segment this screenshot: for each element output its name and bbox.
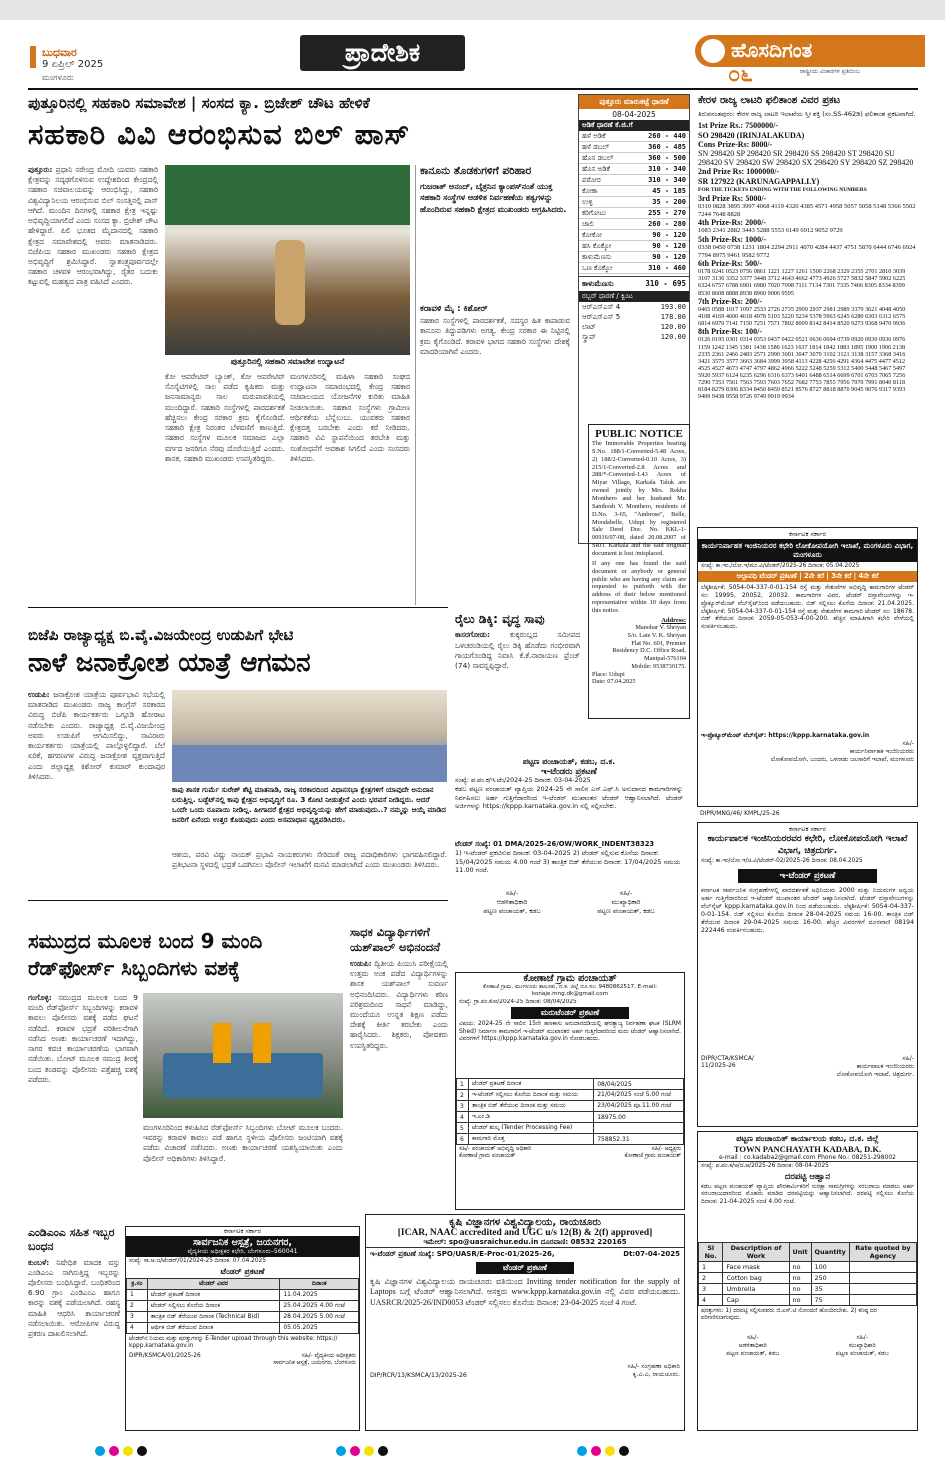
table-cell: 6	[457, 1134, 469, 1145]
table-cell: 11.04.2025	[280, 1289, 359, 1300]
table-cell: 23/04/2025 ಪೂ.11.00 ಗಂಟೆ	[594, 1101, 684, 1112]
table-cell: ಕಾಮಗಾರಿ ಮೊತ್ತ	[469, 1134, 594, 1145]
tender4-header: ಕೋಣಾಜೆ ಗ್ರಾಮ ಪಂಚಾಯತ್	[523, 973, 617, 984]
market-row	[579, 252, 689, 263]
market-row	[579, 175, 689, 186]
color-registration	[95, 1441, 850, 1453]
table-cell: 05.05.2025	[280, 1322, 359, 1333]
notice-body: The Immovable Properties bearing S.No. 188/1-Converted-5.48 Acres, 2) 188/2-Converted-0.10 Acres, 3) 215/1-Converted-2.8 Acres and 288/*-Converted-1.43 Acres of Miyar Village, Karkala Taluk are owned jointly by Mrs. Rekha Monthero and her husband Mr. Santhosh V. Monthero, residents of D.No. 3-65, "Ambrose", Belle, Moodabelle, Udupi by registered Sale Deed Doc. No. KKL-1-00916/07-08, dated 20.08.2007 of SRO. Karkala and the said original document is lost /misplaced.	[592, 440, 686, 558]
rail-story	[455, 612, 580, 752]
table-cell: ತಾಂತ್ರಿಕ ಬಿಡ್ ತೆರೆಯುವ ದಿನಾಂಕ (Technical Bid)	[147, 1311, 280, 1322]
table-cell: ಇ.ಎಂ.ಡಿ	[469, 1112, 594, 1123]
tender7-body: ಕಡಬ ಪಟ್ಟಣ ಪಂಚಾಯತ್ ವ್ಯಾಪ್ತಿಯ ಪೌರಕಾರ್ಮಿಕರಿಗೆ ಸುರಕ್ಷಾ ಸಾಮಗ್ರಿಗಳನ್ನು ಸರಬರಾಜು ಮಾಡಲು ಅರ್ಹ ಸರಬರಾಜುದಾರರಿಂದ ಮೊಹರು ಮಾಡಿದ ದರಪಟ್ಟಿಯನ್ನು ಆಹ್ವಾನಿಸಲಾಗಿದೆ. ದರಪಟ್ಟಿ ಸಲ್ಲಿಸಲು ಕೊನೆಯ ದಿನಾಂಕ: 21-04-2025 ಸಂಜೆ 4.00 ಗಂಟೆ.	[701, 1182, 914, 1206]
story4-body-wrap	[350, 959, 448, 1189]
market-row	[579, 186, 689, 197]
lottery-p4: 4th Prize-Rs: 2000/-	[698, 218, 766, 228]
table-cell: 08/04/2025	[594, 1079, 684, 1090]
tender7-title: ದರಪಟ್ಟಿ ಆಹ್ವಾನ	[784, 1171, 831, 1182]
lottery-p8: 8th Prize-Rs: 100/-	[698, 327, 762, 337]
tender5-address: ವೈದ್ಯಕೀಯ ಅಧೀಕ್ಷಕರ ಕಛೇರಿ, ಬೆಂಗಳೂರು–560041	[187, 1248, 298, 1255]
story2-dateline: ಉಡುಪಿ:	[28, 690, 50, 699]
lottery-p1: 1st Prize Rs.: 7500000/-	[698, 121, 778, 131]
table-header-cell: Sl No.	[699, 1242, 723, 1261]
header-date: 9 ಏಪ್ರಿಲ್ 2025	[42, 59, 104, 70]
table-row	[127, 1289, 359, 1300]
lottery-p8-numbers: 0126 0195 0301 0314 0353 0437 0422 0521 0636 0694 0739 0920 0930 0936 0976 1159 1242 1345 1381 1438 1580 1623 1637 1814 1842 1883 1895 1900 1906 2138 2335 2361 2466 2483 2571 2990 3001 3047 3079 3102 3121 3138 3157 3368 3416 3421 3575 3577 3663 3684 3999 3958 4113 4228 4256 4291 4364 4475 4477 4512 4525 4527 4673 4747 4797 4862 4966 5222 5248 5259 5312 5400 5448 5467 5497 5920 5937 6124 6235 6296 6316 6373 6401 6488 6514 6699 6701 6703 7065 7256 7290 7353 7561 7563 7593 7603 7652 7682 7753 7855 7956 7970 7991 8040 8118 8184 8279 8306 8334 8450 8459 8521 8576 8727 8818 8870 9045 9076 9317 9393 9409 9438 9558 9726 9749 9919 9934	[698, 336, 906, 401]
sidebar1-subhead: ಕರಾವಳಿ ಮೈ : ಕಿಶೋರ್	[420, 304, 488, 315]
table-cell: 1	[127, 1289, 148, 1300]
market-price: 360 - 485	[648, 142, 686, 151]
sidebar1-body: ಸಹಕಾರ ಸಂಸ್ಥೆಗಳಲ್ಲಿ ಪಾರದರ್ಶಕತೆ, ಸದಸ್ಯರ ಹಿತ ಕಾಪಾಡುವ ಕಾನೂನು ತಿದ್ದುಪಡಿಗಳು ಅಗತ್ಯ. ಕೇಂದ್ರ ಸರಕಾರ ಈ ನಿಟ್ಟಿನಲ್ಲಿ ಕ್ರಮ ಕೈಗೊಂಡಿದೆ. ಕರಾವಳಿ ಭಾಗದ ಸಹಕಾರಿ ಸಂಸ್ಥೆಗಳು ದೇಶಕ್ಕೆ ಮಾದರಿಯಾಗಿವೆ ಎಂದರು.	[420, 316, 570, 356]
notice-address: Manohar V. Shriyan S/o. Late V. K. Shriyan Flat No. 601, Premier Residency D.C. Office Road, Manipal-576104 Mobile: 9538730175.	[612, 623, 686, 671]
table-row	[127, 1300, 359, 1311]
tender6-contact: ಇಮೇಲ್: spo@uasraichur.edu.in ದೂರವಾಣಿ: 08532 220165	[423, 1238, 627, 1246]
table-cell: ಟೆಂಡರ್ ಪ್ರಕಟಣೆ ದಿನಾಂಕ	[469, 1079, 594, 1090]
table-header-row	[699, 1242, 917, 1261]
tender5-dept: ಸಾರ್ವಜನಿಕ ಆಸ್ಪತ್ರೆ, ಜಯನಗರ,	[192, 1237, 293, 1248]
tender7-header-en: TOWN PANCHAYATH KADABA, D.K.	[733, 1144, 882, 1154]
table-cell: Umbrella	[723, 1283, 789, 1294]
market-item: ಉಳ್ಳಿ	[582, 197, 593, 206]
market-item: ಕೋಕಾ	[582, 186, 598, 195]
pepper-value: 310 - 695	[645, 279, 686, 288]
market-row	[579, 153, 689, 164]
tender2-title: ಇ-ಟೆಂಡರ್ ಪ್ರಕಟಣೆ	[738, 869, 877, 883]
market-price: 45 - 185	[652, 186, 686, 195]
tender4-ref: ಸಂಖ್ಯೆ: ಗ್ರಾ.ಪಂ.ಕೋ/2024-25 ದಿನಾಂಕ: 08/04/2025	[459, 998, 577, 1005]
market-item: ಕೋಕೋ	[582, 230, 602, 239]
tender3-header: ಪಟ್ಟಣ ಪಂಚಾಯತ್, ಕಡಬ, ದ.ಕ.	[522, 757, 616, 766]
story4	[350, 925, 448, 1225]
rubber-price: 178.00	[660, 312, 686, 321]
tender7-table	[698, 1242, 917, 1306]
table-cell: no	[789, 1294, 811, 1305]
table-cell: 21/04/2025 ಸಂಜೆ 5.00 ಗಂಟೆ	[594, 1090, 684, 1101]
pepper-label: ಕಾಳುಮೆಣಸು	[582, 279, 614, 288]
table-row	[127, 1311, 359, 1322]
story1-col2: ಕೋ ಆಪರೇಟಿವ್ ಬ್ಯಾಂಕ್, ಕೋ ಆಪರೇಟಿವ್ ಸೊಸೈಟಿಗಳಲ್ಲಿ ಸಾಲ ಪಡೆದ ಕೃಷಿಕರು ಮತ್ತು ಜನಸಾಮಾನ್ಯರು ಸಾಲ ಮರುಪಾವತಿಯಲ್ಲಿ ಮುಂದಿದ್ದಾರೆ. ಸಹಕಾರಿ ಸಂಸ್ಥೆಗಳಲ್ಲಿ ಪಾರದರ್ಶಕತೆ ಹೆಚ್ಚಿಸಲು ಕೇಂದ್ರ ಸರಕಾರ ಕ್ರಮ ಕೈಗೊಂಡಿದೆ. ಸಹಕಾರಿ ಕ್ಷೇತ್ರ ನಿರಂತರ ಬೆಳವಣಿಗೆ ಕಾಣುತ್ತಿದೆ. ಸಹಕಾರ ಸಂಸ್ಥೆಗಳ ಮೂಲಕ ಸಮಾಜದ ಎಲ್ಲಾ ವರ್ಗದ ಜನರಿಗೂ ನೆರವು ದೊರೆಯುತ್ತಿದೆ ಎಂದರು. ಶಾಸಕ, ಸಹಕಾರಿ ಮುಖಂಡರು ಉಪಸ್ಥಿತರಿದ್ದರು.	[165, 372, 285, 463]
table-cell: 75	[811, 1294, 849, 1305]
story1-dateline: ಪುತ್ತೂರು:	[28, 165, 53, 174]
tender4-box	[455, 972, 685, 1210]
story3-body: ಸಮುದ್ರದ ಮೂಲಕ ಬಂದ 9 ಮಂದಿ ರೆಡ್‌ಫೋರ್ಸ್ ಸಿಬ್ಬಂದಿಗಳನ್ನು ಕರಾವಳಿ ಕಾವಲು ಪೊಲೀಸರು ವಶಕ್ಕೆ ಪಡೆದ ಘಟನೆ ನಡೆದಿದೆ. ಕರಾವಳಿ ಭದ್ರತೆ ಪರಿಶೀಲನೆಗಾಗಿ ನಡೆಸಿದ ಅಣಕು ಕಾರ್ಯಾಚರಣೆ ಇದಾಗಿದ್ದು, ಸಾಗರ ಕವಚ ಕಾರ್ಯಾಚರಣೆಯ ಭಾಗವಾಗಿ ನಡೆಯಿತು. ಬೋಟ್ ಮೂಲಕ ಸಮುದ್ರ ತೀರಕ್ಕೆ ಬಂದ ತಂಡವನ್ನು ಪೊಲೀಸರು ಪತ್ತೆಹಚ್ಚಿ ವಶಕ್ಕೆ ಪಡೆದರು.	[28, 993, 138, 1084]
tender1-dept: ಕಾರ್ಯನಿರ್ವಾಹಕ ಇಂಜಿನಿಯರರ ಕಛೇರಿ ಲೋಕೋಪಯೋಗಿ ಇಲಾಖೆ, ಮಂಗಳೂರು ವಿಭಾಗ, ಮಂಗಳೂರು	[698, 539, 917, 562]
table-cell: ಆರ್ಥಿಕ ಬಿಡ್ ತೆರೆಯುವ ದಿನಾಂಕ	[147, 1322, 280, 1333]
story2-foot: ಆಶಯ, ಪರವಿ ವಿಷ್ಣು ನಾಯಕ್ ಪ್ರಭಾವಿ ನಾಯಕರುಗಳು ಸೇರಿದಂತೆ ರಾಜ್ಯ ಪದಾಧಿಕಾರಿಗಳು ಭಾಗವಹಿಸಲಿದ್ದಾರೆ. ಪ್ರತಿಭಟನಾ ಸ್ಥಳದಲ್ಲಿ ಭದ್ರತೆ ಒದಗಿಸಲು ಪೊಲೀಸ್ ಇಲಾಖೆಗೆ ಮನವಿ ಮಾಡಲಾಗಿದೆ ಎಂದು ಮುಖಂಡರು ತಿಳಿಸಿದರು.	[172, 850, 447, 870]
table-cell: Face mask	[723, 1261, 789, 1272]
tender5-foot: ಟೆಂಡರ್‌ನ ನಿಯಮ ಮತ್ತು ಷರತ್ತುಗಳನ್ನು E-Tender upload through this website: https:// kppp.karnataka.gov.in	[129, 1335, 338, 1350]
table-row	[457, 1123, 684, 1134]
lottery-p5-numbers: 0338 0450 0738 1231 1804 2294 2911 4070 4284 4437 4751 5870 6444 6746 6924 7794 8975 9461 9582 9772	[698, 244, 916, 259]
market-item: ಚಾಲಿ	[582, 219, 594, 228]
market-price: 310 - 460	[648, 263, 686, 272]
market-subtitle: ಅಡಿಕೆ ಧಾರಣೆ ಕೆ.ಜಿ.ಗೆ	[579, 120, 689, 131]
table-row	[457, 1101, 684, 1112]
market-price: 260 - 280	[648, 219, 686, 228]
tender6-title: ಟೆಂಡರ್ ಪ್ರಕಟಣೆ	[476, 1262, 574, 1274]
lottery-p7: 7th Prize-Rs: 200/-	[698, 296, 762, 306]
market-item: ಹಳೆ ಅಡಿಕೆ	[582, 131, 606, 140]
table-cell: 2	[699, 1272, 723, 1283]
lottery-p5: 5th Prize-Rs: 1000/-	[698, 234, 766, 244]
lottery-p3-numbers: 0310 0828 3895 3997 4068 4119 4320 4385 4571 4958 5057 5058 5148 5366 5502 7244 7648 8828	[698, 203, 916, 218]
rubber-grade: ಸ್ಕ್ರಾಪ್	[582, 332, 596, 341]
tender3-sign2: ಸಹಿ/- ಮುಖ್ಯಾಧಿಕಾರಿ ಪಟ್ಟಣ ಪಂಚಾಯತ್, ಕಡಬ	[597, 889, 655, 916]
story2-body: ಜನಾಕ್ರೋಶ ಯಾತ್ರೆಯ ಪೂರ್ವಭಾವಿ ಸಭೆಯಲ್ಲಿ ಮಾತನಾಡಿದ ಮುಖಂಡರು ರಾಜ್ಯ ಕಾಂಗ್ರೆಸ್ ಸರಕಾರದ ವಿರುದ್ಧ ಬಿಜೆಪಿ ಕಾರ್ಯಕರ್ತರು ಒಗ್ಗೂಡಿ ಹೋರಾಟ ನಡೆಸಬೇಕು ಎಂದರು. ರಾಜ್ಯಾಧ್ಯಕ್ಷ ಬಿ.ವೈ.ವಿಜಯೇಂದ್ರ ಅವರು ಉಡುಪಿಗೆ ಆಗಮಿಸಲಿದ್ದು, ಸಾವಿರಾರು ಕಾರ್ಯಕರ್ತರು ಯಾತ್ರೆಯಲ್ಲಿ ಪಾಲ್ಗೊಳ್ಳಲಿದ್ದಾರೆ. ಬೆಲೆ ಏರಿಕೆ, ಹಗರಣಗಳ ವಿರುದ್ಧ ಜನಾಕ್ರೋಶ ವ್ಯಕ್ತವಾಗುತ್ತಿದೆ ಎಂದು ಜಿಲ್ಲಾಧ್ಯಕ್ಷ ಕಿಶೋರ್ ಕುಮಾರ್ ಕುಂದಾಪುರ ತಿಳಿಸಿದರು.	[28, 690, 165, 781]
market-item: ಹಸಿ ಕೊಕ್ಕೋ	[582, 241, 612, 250]
tender1-title: ಅಲ್ಪಾವಧಿ ಟೆಂಡರ್ ಪ್ರಕಟಣೆ | 2ನೇ ಕರೆ | 3ನೇ ಕರೆ | 4ನೇ ಕರೆ	[698, 571, 917, 582]
tender1-body: ಲೆಕ್ಕಶೀರ್ಷಿಕೆ: 5054-04-337-0-01-154 ರಸ್ತೆ ಮತ್ತು ಸೇತುವೆಗಳ ಅಭಿವೃದ್ಧಿ ಕಾಮಗಾರಿಗಳ ಟೆಂಡರ್ ಸಂ: 19995, 20052, 20032. ಕಾಮಗಾರಿಗಳ ವಿವರ, ಟೆಂಡರ್ ದಸ್ತಾವೇಜುಗಳನ್ನು ಇ-ಪ್ರೊಕ್ಯೂರ್‌ಮೆಂಟ್ ವೆಬ್‌ಸೈಟ್‌ನಿಂದ ಪಡೆಯಬಹುದು. ಬಿಡ್ ಸಲ್ಲಿಸಲು ಕೊನೆಯ ದಿನಾಂಕ: 21.04.2025. ಲೆಕ್ಕಶೀರ್ಷಿಕೆ: 5054-04-337-0-01-154 ರಸ್ತೆ ಮತ್ತು ಸೇತುವೆಗಳ ಕಾಮಗಾರಿ ಟೆಂಡರ್ ಸಂ: 18678. ಬಿಡ್ ತೆರೆಯುವ ದಿನಾಂಕ: 2059-05-053-4-00-200. ಹೆಚ್ಚಿನ ಮಾಹಿತಿಗಾಗಿ ಕಛೇರಿ ವೇಳೆಯಲ್ಲಿ ಸಂಪರ್ಕಿಸಬಹುದು.	[701, 584, 914, 631]
rubber-grade: ಲಾಟ್	[582, 322, 596, 331]
tender5-title: ಟೆಂಡರ್ ಪ್ರಕಟಣೆ	[220, 1266, 265, 1276]
market-row	[579, 263, 689, 274]
rubber-row	[579, 332, 689, 342]
table-cell: 3	[699, 1283, 723, 1294]
story1-col3: ಮಂಗಳೂರಿನಲ್ಲಿ ಮಹಿಳಾ ಸಹಕಾರಿ ಸಂಘದ ಉದ್ಘಾಟನಾ ಸಮಾರಂಭದಲ್ಲಿ ಕೇಂದ್ರ ಸಹಕಾರ ಸಚಿವಾಲಯದ ಯೋಜನೆಗಳ ಕುರಿತು ಮಾಹಿತಿ ನೀಡಲಾಯಿತು. ಸಹಕಾರ ಸಂಸ್ಥೆಗಳು ಗ್ರಾಮೀಣ ಆರ್ಥಿಕತೆಯ ಬೆನ್ನೆಲುಬು. ಯುವಕರು ಸಹಕಾರ ಕ್ಷೇತ್ರದತ್ತ ಬರಬೇಕು ಎಂದು ಕರೆ ನೀಡಿದರು. ಸಹಕಾರಿ ವಿವಿ ಸ್ಥಾಪನೆಯಿಂದ ತರಬೇತಿ ಮತ್ತು ಸಂಶೋಧನೆಗೆ ಅವಕಾಶ ಸಿಗಲಿದೆ ಎಂದು ಸಂಸದರು ತಿಳಿಸಿದರು.	[290, 372, 410, 463]
story2-caption: ಕಾಪು ಶಾಸಕ ಗುರ್ಮೆ ಸುರೇಶ್ ಶೆಟ್ಟಿ ಮಾತನಾಡಿ, ರಾಜ್ಯ ಸರಕಾರದಿಂದ ವಿಧಾನಸಭಾ ಕ್ಷೇತ್ರಗಳಿಗೆ ಯಾವುದೇ ಅನುದಾನ ಬರುತ್ತಿಲ್ಲ. ಬಡ್ಜೆಟ್‌ನಲ್ಲಿ ಕಾಪು ಕ್ಷೇತ್ರದ ಅಭಿವೃದ್ಧಿಗೆ ರೂ. 3 ಕೋಟಿ ನೀಡುತ್ತೇನೆ ಎಂದು ಭರವಸೆ ನೀಡಿದ್ದರು. ಆದರೆ ಒಂದೇ ಒಂದು ರೂಪಾಯಿ ನೀಡಿಲ್ಲ. ಹೀಗಾದರೆ ಕ್ಷೇತ್ರದ ಅಭಿವೃದ್ಧಿಯನ್ನು ಹೇಗೆ ಮಾಡುವುದು..? ನಮ್ಮನ್ನು ಆಯ್ಕೆ ಮಾಡಿದ ಜನರಿಗೆ ಏನೆಂದು ಉತ್ತರ ಕೊಡುವುದು ಎಂದು ಅಸಮಾಧಾನ ವ್ಯಕ್ತಪಡಿಸಿದರು.	[172, 785, 447, 825]
story4-body: ದ್ವಿತೀಯ ಪಿಯುಸಿ ಪರೀಕ್ಷೆಯಲ್ಲಿ ಉತ್ತಮ ಅಂಕ ಪಡೆದ ವಿದ್ಯಾರ್ಥಿಗಳನ್ನು ಶಾಸಕ ಯಶ್‌ಪಾಲ್ ಸುವರ್ಣ ಅಭಿನಂದಿಸಿದರು. ವಿದ್ಯಾರ್ಥಿಗಳು ಕಠಿಣ ಪರಿಶ್ರಮದಿಂದ ಸಾಧನೆ ಮಾಡಿದ್ದು, ಮುಂದೆಯೂ ಉನ್ನತ ಶಿಕ್ಷಣ ಪಡೆದು ದೇಶಕ್ಕೆ ಕೀರ್ತಿ ತರಬೇಕು ಎಂದು ಹಾರೈಸಿದರು. ಶಿಕ್ಷಕರು, ಪೋಷಕರು ಉಪಸ್ಥಿತರಿದ್ದರು.	[350, 958, 448, 1050]
story5-title: ಎಂಡಿಎಂಎ ಸಹಿತ ಇಬ್ಬರ ಬಂಧನ	[28, 1226, 115, 1254]
story4-title: ಸಾಧಕ ವಿದ್ಯಾರ್ಥಿಗಳಿಗೆ ಯಶ್‌ಪಾಲ್ ಅಭಿನಂದನೆ	[350, 925, 441, 954]
notice-address-label: Address:	[661, 616, 686, 624]
page-number: ೦೬	[728, 62, 753, 87]
rubber-row	[579, 302, 689, 312]
story3-body-wrap	[28, 993, 138, 1218]
tender7-sign1: ಸಹಿ/- ಆಡಳಿತಾಧಿಕಾರಿ ಪಟ್ಟಣ ಪಂಚಾಯತ್, ಕಡಬ	[726, 1333, 780, 1357]
tender6-code: DIP/RCR/13/KSMCA/13/2025-26	[370, 1372, 467, 1379]
table-cell: 1	[699, 1261, 723, 1272]
market-item: ಪಠೋರ	[582, 175, 601, 184]
tender4-sign1: ಸಹಿ/- ಅಧ್ಯಕ್ಷರು ಕೋಣಾಜೆ ಗ್ರಾಮ ಪಂಚಾಯತ್	[624, 1146, 681, 1160]
lottery-p3: 3rd Prize Rs: 5000/-	[698, 194, 767, 204]
market-price: 35 - 200	[652, 197, 686, 206]
story5-body-wrap	[28, 1258, 120, 1423]
lottery-p2: 2nd Prize Rs: 1000000/-	[698, 167, 780, 177]
market-row	[579, 241, 689, 252]
tender3-ref: ಸಂಖ್ಯೆ: ಪ.ಪಂ.ಕ/ಇ.ಟೆಂ/2024-25 ದಿನಾಂಕ: 03-04-2025	[455, 777, 591, 784]
notice-body2: If any one has found the said document or anybody or general public who are having any claim are requested to putforth with the address of their below mentioned representative within 10 days from this notice.	[592, 559, 686, 615]
lottery-p6: 6th Prize-Rs: 500/-	[698, 258, 762, 268]
market-price: 90 - 120	[652, 230, 686, 239]
rail-body-wrap	[455, 630, 580, 671]
story1-photo-caption: ಪುತ್ತೂರಿನಲ್ಲಿ ಸಹಕಾರಿ ಸಮಾವೇಶ ಉದ್ಘಾಟನೆ	[230, 357, 345, 366]
table-row	[699, 1294, 917, 1305]
table-header-cell: Quantity	[811, 1242, 849, 1261]
market-row	[579, 131, 689, 142]
notice-title: PUBLIC NOTICE	[595, 428, 683, 440]
brand-logo-icon	[701, 39, 725, 63]
story2-kicker: ಬಿಜೆಪಿ ರಾಜ್ಯಾಧ್ಯಕ್ಷ ಬಿ.ವೈ.ವಿಜಯೇಂದ್ರ ಉಡುಪಿಗೆ ಭೇಟಿ	[28, 626, 294, 644]
tender7-header: ಪಟ್ಟಣ ಪಂಚಾಯತ್ ಕಾರ್ಯಾಲಯ ಕಡಬ, ದ.ಕ. ಜಿಲ್ಲೆ	[736, 1134, 879, 1143]
table-cell: ಟೆಂಡರ್ ಶುಲ್ಕ (Tender Processing Fee)	[469, 1123, 594, 1134]
tender2-header: ಕರ್ನಾಟಕ ಸರ್ಕಾರ	[789, 825, 826, 833]
market-price: 360 - 500	[648, 153, 686, 162]
tender2-ref: ಸಂಖ್ಯೆ: ಕಾ.ಇಂ/ಲೋ.ಇ/ಚಿ.ವಿ/ಟೆಂಡರ್-02/2025-26 ದಿನಾಂಕ: 08.04.2025	[701, 858, 863, 865]
table-row	[457, 1134, 684, 1145]
notice-place: Place: Udupi	[592, 671, 625, 679]
lottery-intro: ತಿರುವನಂತಪುರಂ: ಕೇರಳ ರಾಜ್ಯ ಲಾಟರಿ ಇಲಾಖೆಯ ಸ್ತ್ರೀ ಶಕ್ತಿ (ಸಂ.SS-462ಡಿ) ಫಲಿತಾಂಶ ಪ್ರಕಟವಾಗಿದೆ.	[698, 110, 916, 118]
date-marker	[30, 46, 36, 68]
tender1-code: DIPR/MNG/46/ KMPL/25-26	[700, 810, 780, 817]
brand-tagline: ರಾಷ್ಟ್ರೀಯ ವಿಚಾರಗಳ ಪ್ರತಿಬಿಂಬ	[800, 68, 860, 75]
rubber-price: 120.00	[660, 332, 686, 341]
header-rule	[28, 88, 918, 90]
section-title: ಪ್ರಾದೇಶಿಕ	[300, 35, 465, 71]
tender3-title: ಇ-ಟೆಂಡರು ಪ್ರಕಟಣೆ	[541, 767, 597, 777]
table-cell: 4	[699, 1294, 723, 1305]
table-row	[699, 1283, 917, 1294]
tender7-sign2: ಸಹಿ/- ಮುಖ್ಯಾಧಿಕಾರಿ ಪಟ್ಟಣ ಪಂಚಾಯತ್, ಕಡಬ	[835, 1333, 889, 1357]
table-cell: 3	[127, 1311, 148, 1322]
market-row	[579, 164, 689, 175]
table-header-row	[127, 1278, 359, 1289]
rate-cell	[849, 1294, 916, 1305]
lottery-p7-numbers: 0465 0588 1017 1097 2533 2726 2735 2909 2937 2981 2989 3379 3621 4048 4050 4108 4169 4600 4618 4978 5103 5220 5234 5378 5963 6245 6280 6303 6312 6575 6814 6970 7141 7150 7251 7571 7802 8009 8142 8414 8520 9273 9368 9470 9936	[698, 305, 906, 328]
rubber-row	[579, 312, 689, 322]
rubber-grade: ಆರ್‌ಎಸ್‌ಎಸ್ 4	[582, 302, 621, 311]
lottery-box	[698, 94, 918, 524]
table-row	[457, 1090, 684, 1101]
rail-title: ರೈಲು ಡಿಕ್ಕಿ: ವೃದ್ಧ ಸಾವು	[455, 612, 545, 626]
rubber-grade: ಆರ್‌ಎಸ್‌ಎಸ್ 5	[582, 312, 621, 321]
market-row	[579, 219, 689, 230]
tender1-box	[697, 527, 918, 807]
rubber-price: 120.00	[660, 322, 686, 331]
tender2-dept: ಕಾರ್ಯಪಾಲಕ ಇಂಜಿನಿಯರರವರ ಕಛೇರಿ, ಲೋಕೋಪಯೋಗಿ ಇಲಾಖೆ ವಿಭಾಗ, ಚಿತ್ರದುರ್ಗ.	[707, 834, 908, 856]
table-cell: ತಾಂತ್ರಿಕ ಬಿಡ್ ತೆರೆಯುವ ದಿನಾಂಕ ಮತ್ತು ಸಮಯ	[469, 1101, 594, 1112]
tender6-header: ಕೃಷಿ ವಿಜ್ಞಾನಗಳ ವಿಶ್ವವಿದ್ಯಾಲಯ, ರಾಯಚೂರು	[449, 1217, 601, 1228]
table-cell: 18975.00	[594, 1112, 684, 1123]
table-row	[457, 1112, 684, 1123]
tender3-box	[455, 757, 683, 967]
tender4-address: ಕೊಣಾಜೆ ಗ್ರಾಮ, ಮಂಗಳೂರು ತಾಲೂಕು, ದ.ಕ. ಜಿಲ್ಲೆ ದೂ.ಸಂ: 9480862517, E-mail: konaje.mng.dk@gmail.com	[482, 984, 658, 998]
story5-body: ನಿಷೇಧಿತ ಮಾದಕ ವಸ್ತು ಎಂಡಿಎಂಎ ಸಾಗಿಸುತ್ತಿದ್ದ ಇಬ್ಬರನ್ನು ಪೊಲೀಸರು ಬಂಧಿಸಿದ್ದಾರೆ. ಬಂಧಿತರಿಂದ 6.90 ಗ್ರಾಂ ಎಂಡಿಎಂಎ ಹಾಗೂ ಕಾರನ್ನು ವಶಕ್ಕೆ ಪಡೆಯಲಾಗಿದೆ. ರಹಸ್ಯ ಮಾಹಿತಿ ಆಧರಿಸಿ ಕಾರ್ಯಾಚರಣೆ ನಡೆಸಲಾಯಿತು. ಆರೋಪಿಗಳ ವಿರುದ್ಧ ಪ್ರಕರಣ ದಾಖಲಿಸಲಾಗಿದೆ.	[28, 1257, 120, 1339]
market-item: ಹೊಸ ಡಬಲ್	[582, 153, 614, 162]
table-cell: ಟೆಂಡರ್ ಸಲ್ಲಿಸಲು ಕೊನೆಯ ದಿನಾಂಕ	[147, 1300, 280, 1311]
table-header-cell: ಟೆಂಡರ್ ವಿವರ	[147, 1278, 280, 1289]
rate-cell	[849, 1283, 916, 1294]
tender2-box	[697, 822, 918, 1127]
pepper-row	[579, 276, 689, 291]
table-row	[127, 1322, 359, 1333]
top-strip	[0, 0, 945, 20]
story1-headline: ಸಹಕಾರಿ ವಿವಿ ಆರಂಭಿಸುವ ಬಿಲ್ ಪಾಸ್	[28, 117, 411, 151]
lottery-cons-numbers: SN 298420 SP 298420 SR 298420 SS 298420 ST 298420 SU 298420 SV 298420 SW 298420 SX 298420 SY 298420 SZ 298420	[698, 149, 914, 168]
table-cell: 2	[127, 1300, 148, 1311]
story3-body2: ಮಂಗಳೂರಿನಿಂದ ಕಳುಹಿಸಿದ ರೆಡ್‌ಫೋರ್ಸ್ ಸಿಬ್ಬಂದಿಗಳು ಬೋಟ್ ಮೂಲಕ ಬಂದರು. ಇವರನ್ನು ಕರಾವಳಿ ಕಾವಲು ಪಡೆ ಹಾಗೂ ಸ್ಥಳೀಯ ಪೊಲೀಸರು ಜಂಟಿಯಾಗಿ ವಶಕ್ಕೆ ಪಡೆದು ವಿಚಾರಣೆ ನಡೆಸಿದರು. ಅಣಕು ಕಾರ್ಯಾಚರಣೆ ಯಶಸ್ವಿಯಾಯಿತು ಎಂದು ಪೊಲೀಸ್ ಅಧಿಕಾರಿಗಳು ತಿಳಿಸಿದ್ದಾರೆ.	[143, 1123, 343, 1163]
table-cell: Cap	[723, 1294, 789, 1305]
story5-dateline: ಕುಂಬಳೆ:	[28, 1257, 50, 1267]
table-cell: 35	[811, 1283, 849, 1294]
table-cell: no	[789, 1283, 811, 1294]
tender5-header: ಕರ್ನಾಟಕ ಸರ್ಕಾರ	[224, 1227, 261, 1235]
story1-kicker: ಪುತ್ತೂರಿನಲ್ಲಿ ಸಹಕಾರಿ ಸಮಾವೇಶ | ಸಂಸದ ಕ್ಯಾ. ಬ್ರಿಜೇಶ್ ಚೌಟ ಹೇಳಿಕೆ	[28, 94, 370, 112]
market-item: ಹಳೆ ಡಬಲ್	[582, 142, 610, 151]
table-header-cell: Description of Work	[723, 1242, 789, 1261]
header-day: ಬುಧವಾರ	[42, 46, 77, 59]
market-price: 310 - 340	[648, 175, 686, 184]
table-cell: ಟೆಂಡರ್ ಪ್ರಕಟಣೆ ದಿನಾಂಕ	[147, 1289, 280, 1300]
market-price: 310 - 340	[648, 164, 686, 173]
notice-date: Date: 07.04.2025	[592, 678, 636, 686]
tender5-code: DIPR/KSMCA/01/2025-26	[129, 1352, 201, 1359]
tender1-sign: ಸಹಿ/- ಕಾರ್ಯನಿರ್ವಾಹಕ ಇಂಜಿನಿಯರರು ಲೋಕೋಪಯೋಗಿ, ಬಂದರು, ಒಳನಾಡು ಜಲಸಾರಿಗೆ ಇಲಾಖೆ, ಮಂಗಳೂರು	[770, 740, 914, 764]
tender2-sign: ಸಹಿ/- ಕಾರ್ಯಪಾಲಕ ಇಂಜಿನಿಯರರು ಲೋಕೋಪಯೋಗಿ ಇಲಾಖೆ, ಚಿತ್ರದುರ್ಗ.	[836, 1054, 914, 1078]
rubber-table	[579, 302, 689, 342]
sidebar1-lead: ಗುಜರಾತ್ ಆನಂದ್, ಬೈತ್ರನಿನ ಕ್ಯಾಂಪಸ್‌ನಂತೆ ಯುಕ್ತ ಸಹಕಾರಿ ಸಂಸ್ಥೆಗಳ ಆಡಳಿತ ನಿರ್ವಹಣೆಯ ತತ್ವಗಳನ್ನು ಹೊಂದಿರುವ ಸಹಕಾರಿ ಕ್ಷೇತ್ರದ ಮುಖಂಡರು ಆಗ್ರಹಿಸಿದರು.	[420, 182, 567, 214]
table-cell: no	[789, 1272, 811, 1283]
tender1-site: ಇ-ಪ್ರೊಕ್ಯೂರ್‌ಮೆಂಟ್ ವೆಬ್‌ಸೈಟ್: https://kppp.karnataka.gov.in	[701, 732, 870, 740]
story3-dateline: ಗಂಗೊಳ್ಳಿ:	[28, 993, 52, 1002]
lottery-p1-number: SO 298420 (IRINJALAKUDA)	[698, 130, 805, 140]
market-item: ಹೊಸ ಅಡಿಕೆ	[582, 164, 610, 173]
story2-headline: ನಾಳೆ ಜನಾಕ್ರೋಶ ಯಾತ್ರೆ ಆಗಮನ	[28, 648, 311, 678]
table-row	[699, 1272, 917, 1283]
story1-sidebar	[415, 165, 570, 605]
tender1-ref: ಸಂಖ್ಯೆ: ಕಾ.ಇಂ./ಲೋ.ಇ/ಮಂ.ವಿ/ಟೆಂಡರ್/2025-26 ದಿನಾಂಕ: 05.04.2025	[701, 562, 860, 569]
market-item: ಒಣ ಕೊಕ್ಕೋ	[582, 263, 613, 272]
tender3-number: ಟೆಂಡರ್ ಸಂಖ್ಯೆ: 01 DMA/2025-26/OW/WORK_INDENT38323	[455, 840, 655, 849]
market-item: ಕರಿಗೋಟು	[582, 208, 607, 217]
lottery-title: ಕೇರಳ ರಾಜ್ಯ ಲಾಟರಿ ಫಲಿತಾಂಶ ವಿವರ ಪ್ರಕಟ	[698, 95, 841, 106]
market-date: 08-04-2025	[612, 110, 656, 119]
tender7-box	[697, 1131, 918, 1431]
brand-name: ಹೊಸದಿಗಂತ	[731, 38, 813, 62]
table-cell: 4	[457, 1112, 469, 1123]
tender2-body: ಕರ್ನಾಟಕ ಸಾರ್ವಜನಿಕ ಸಂಗ್ರಹಣೆಗಳಲ್ಲಿ ಪಾರದರ್ಶಕತೆ ಅಧಿನಿಯಮ 2000 ಮತ್ತು ನಿಯಮಗಳ ಅನ್ವಯ ಅರ್ಹ ಗುತ್ತಿಗೆದಾರರಿಂದ ಇ-ಟೆಂಡರ್ ಮುಖಾಂತರ ಟೆಂಡರ್ ಆಹ್ವಾನಿಸಲಾಗಿದೆ. ಟೆಂಡರ್ ದಸ್ತಾವೇಜುಗಳನ್ನು ವೆಬ್‌ಸೈಟ್ kppp.karnataka.gov.in ನಿಂದ ಪಡೆಯಬಹುದು. ಲೆಕ್ಕಶೀರ್ಷಿಕೆ: 5054-04-337-0-01-154. ಬಿಡ್ ಸಲ್ಲಿಸಲು ಕೊನೆಯ ದಿನಾಂಕ 28-04-2025 ಸಮಯ 16-00. ತಾಂತ್ರಿಕ ಬಿಡ್ ತೆರೆಯುವ ದಿನಾಂಕ 29-04-2025 ಸಮಯ 16-00. ಹೆಚ್ಚಿನ ವಿವರಗಳಿಗೆ ದೂರವಾಣಿ 08194 222446 ಸಂಪರ್ಕಿಸಬಹುದು.	[701, 886, 914, 935]
lottery-results	[698, 121, 918, 400]
tender1-header: ಕರ್ನಾಟಕ ಸರ್ಕಾರ	[789, 530, 826, 538]
table-cell: 1	[457, 1079, 469, 1090]
rail-dateline: ಕಾಸರಗೋಡು:	[455, 630, 490, 640]
rate-cell	[849, 1272, 916, 1283]
table-row	[457, 1079, 684, 1090]
story3-headline: ಸಮುದ್ರದ ಮೂಲಕ ಬಂದ 9 ಮಂದಿ ರೆಡ್‌ಫೋರ್ಸ್ ಸಿಬ್ಬಂದಿಗಳು ವಶಕ್ಕೆ	[28, 929, 263, 980]
table-header-cell: ದಿನಾಂಕ	[280, 1278, 359, 1289]
tender4-sign2: ಸಹಿ/- ಪಂಚಾಯತ್ ಅಭಿವೃದ್ಧಿ ಅಧಿಕಾರಿ ಕೋಣಾಜೆ ಗ್ರಾಮ ಪಂಚಾಯತ್	[459, 1146, 532, 1160]
rail-body: ಕುಕ್ಕರಂಬ್ಲದ ಸಮೀಪದ ಒಳಚರಂಡಿಯಲ್ಲಿ ರೈಲು ಡಿಕ್ಕಿ ಹೊಡೆದು ಗಂಭೀರವಾಗಿ ಗಾಯಗೊಂಡಿದ್ದ ನಿವಾಸಿ ಕೆ.ಕೆ.ನಾರಾಯಣ ಫ್ರೆಂಚ್ (74) ಸಾವನ್ನಪ್ಪಿದ್ದಾರೆ.	[455, 630, 580, 671]
tender6-body: ಕೃಷಿ ವಿಜ್ಞಾನಗಳ ವಿಶ್ವವಿದ್ಯಾಲಯ ರಾಯಚೂರು ವತಿಯಿಂದ Inviting tender notification for the supply of Laptops ಬಗ್ಗೆ ಟೆಂಡರ್ ಆಹ್ವಾನಿಸಲಾಗಿದೆ. ಆಸಕ್ತರು www.kppp.karnataka.gov.in ನಲ್ಲಿ ವಿವರ ಪಡೆಯಬಹುದು. UASRCR/2025-26/IND0053 ಟೆಂಡರ್ ಸಲ್ಲಿಸಲು ಕೊನೆಯ ದಿನಾಂಕ: 23-04-2025 ಸಂಜೆ 4 ಗಂಟೆ.	[370, 1277, 680, 1307]
table-cell: 28.04.2025 5.00 ಗಂಟೆ	[280, 1311, 359, 1322]
lottery-p2-number: SR 127922 (KARUNAGAPPALLY)	[698, 176, 820, 186]
tender4-title: ಮರುಟೆಂಡರ್ ಪ್ರಕಟಣೆ	[511, 1007, 629, 1019]
market-row	[579, 208, 689, 219]
tender6-ref: ಇ-ಟೆಂಡರ್ ಪ್ರಕಟಣೆ ಸಂಖ್ಯೆ: SPO/UASR/E-Proc-01/2025-26,	[370, 1250, 555, 1258]
market-price: 255 - 270	[648, 208, 686, 217]
tender7-terms: ಷರತ್ತುಗಳು: 1) ದರಪಟ್ಟಿ ಸಲ್ಲಿಸುವವರು ಜಿ.ಎಸ್.ಟಿ ನೋಂದಣಿ ಹೊಂದಿರಬೇಕು. 2) ಕನಿಷ್ಠ ದರ ಪರಿಗಣಿಸಲಾಗುವುದು.	[701, 1307, 877, 1322]
rate-cell	[849, 1261, 916, 1272]
market-row	[579, 230, 689, 241]
table-cell: 2	[457, 1090, 469, 1101]
tender5-ref: ಸಂಖ್ಯೆ: ಸಾ.ಆ.ಜ/ಟೆಂಡರ್/01/2024-25 ದಿನಾಂಕ: 07.04.2025	[129, 1258, 266, 1264]
story2-photo	[172, 690, 447, 782]
table-cell: 758852.31	[594, 1134, 684, 1145]
tender5-box	[125, 1226, 360, 1431]
table-cell: 25.04.2025 4.00 ಗಂಟೆ	[280, 1300, 359, 1311]
sidebar1-title: ಕಾನೂನು ತೊಡಕುಗಳಿಗೆ ಪರಿಹಾರ	[420, 165, 532, 177]
market-price: 260 - 440	[648, 131, 686, 140]
story2-body-wrap	[28, 690, 165, 895]
table-header-cell: Unit	[789, 1242, 811, 1261]
story1-col1	[28, 165, 158, 605]
public-notice	[588, 424, 690, 719]
story1-body-1: ಪ್ರಧಾನಿ ನರೇಂದ್ರ ಮೋದಿ ಯವರು ಸಹಕಾರಿ ಕ್ಷೇತ್ರವನ್ನು ಸದೃಢಗೊಳಿಸುವ ಉದ್ದೇಶದಿಂದ ಕೇಂದ್ರದಲ್ಲಿ ಸಹಕಾರ ಸಚಿವಾಲಯವನ್ನು ಆರಂಭಿಸಿದ್ದು, ಸಹಕಾರಿ ವಿಶ್ವವಿದ್ಯಾನಿಲಯ ಆರಂಭಿಸುವ ಬಿಲ್ ಸಂಸತ್ತಿನಲ್ಲಿ ಪಾಸ್ ಆಗಿದೆ. ಮುಂದಿನ ದಿನಗಳಲ್ಲಿ ಸಹಕಾರ ಕ್ಷೇತ್ರ ಇನ್ನಷ್ಟು ಅಭಿವೃದ್ಧಿಯಾಗಲಿದೆ ಎಂದು ಸಂಸದ ಕ್ಯಾ. ಬ್ರಿಜೇಶ್ ಚೌಟ ಹೇಳಿದ್ದಾರೆ. ಪಿಲಿ ಭೂತದ ಮೈದಾನದಲ್ಲಿ ಸಹಕಾರಿ ಕ್ಷೇತ್ರದ ಸಮಾವೇಶದಲ್ಲಿ ಅವರು ಮಾತನಾಡಿದರು. ಬಿಜೆಪಿಯ ಸಹಕಾರ ಮುಖಂಡರು ಸಹಕಾರಿ ಕ್ಷೇತ್ರದ ಅಭಿವೃದ್ಧಿಗೆ ಶ್ರಮಿಸಿದ್ದಾರೆ. ಸ್ವಾತಂತ್ರ್ಯಪೂರ್ವದಲ್ಲೇ ಸಹಕಾರ ಚಳವಳಿ ಆರಂಭವಾಗಿದ್ದು, ರೈತರ ಬದುಕು ಕಟ್ಟುವಲ್ಲಿ ಮಹತ್ವದ ಪಾತ್ರ ವಹಿಸಿದೆ ಎಂದರು.	[28, 165, 158, 287]
story1-photo	[165, 165, 410, 355]
table-cell: 5	[457, 1123, 469, 1134]
tender6-box	[365, 1214, 685, 1431]
table-row	[699, 1261, 917, 1272]
tender5-table	[126, 1278, 359, 1334]
market-price: 90 - 120	[652, 241, 686, 250]
story3-photo	[143, 993, 343, 1118]
tender2-code: DIPR/CTA/KSMCA/ 11/2025-26	[701, 1054, 754, 1069]
tender3-sign1: ಸಹಿ/- ಆಡಳಿತಾಧಿಕಾರಿ ಪಟ್ಟಣ ಪಂಚಾಯತ್, ಕಡಬ	[483, 889, 541, 916]
market-item: ಕಾಳುಮೆಣಸು	[582, 252, 612, 261]
table-cell: no	[789, 1261, 811, 1272]
lottery-p6-numbers: 0178 0241 0523 0756 0861 1221 1227 1261 1500 2268 2329 2355 2701 2810 3039 3107 3136 3352 3377 3448 3712 4643 4662 4773 4926 5727 5832 5847 5902 6225 6324 6757 6788 6901 6980 7020 7098 7111 7134 7301 7335 7466 8305 8334 8399 8530 8608 8888 8938 8960 9006 9595	[698, 268, 906, 297]
tender6-date: Dt:07-04-2025	[623, 1250, 680, 1258]
story5	[28, 1226, 120, 1431]
rubber-price: 193.00	[660, 302, 686, 311]
market-row	[579, 197, 689, 208]
tender6-sign: ಸಹಿ/- ಸಂಗ್ರಹಣಾ ಅಧಿಕಾರಿ ಕೃ.ವಿ.ವಿ, ರಾಯಚೂರು.	[627, 1363, 680, 1378]
table-header-cell: ಕ್ರ.ಸಂ	[127, 1278, 148, 1289]
header-city: ಮಂಗಳೂರು	[42, 73, 74, 82]
lottery-note: FOR THE TICKETS ENDING WITH THE FOLLOWING NUMBERS	[698, 186, 867, 193]
table-cell: Cotton bag	[723, 1272, 789, 1283]
table-header-cell: Rate quoted by Agency	[849, 1242, 916, 1261]
lottery-p4-numbers: 1083 2341 2882 3443 5288 5553 6149 6912 9052 9729	[698, 227, 843, 235]
table-cell: 4	[127, 1322, 148, 1333]
tender6-accreditation: [ICAR, NAAC accredited and UGC u/s 12(B) & 2(f) approved]	[397, 1228, 653, 1238]
tender4-table	[456, 1078, 684, 1145]
market-row	[579, 142, 689, 153]
rubber-title: ರಬ್ಬರ್ ಧಾರಣೆ / ಕ್ವಿಂಟ	[579, 291, 689, 302]
market-price: 90 - 120	[652, 252, 686, 261]
tender3-dates: 1) ಇ-ಟೆಂಡರ್ ಪ್ರಕಟಿಸುವ ದಿನಾಂಕ: 03-04-2025 2) ಟೆಂಡರ್ ಸಲ್ಲಿಸುವ ಕೊನೆಯ ದಿನಾಂಕ: 15/04/2025 ಸಮಯ 4.00 ಗಂಟೆ 3) ತಾಂತ್ರಿಕ ಬಿಡ್ ತೆರೆಯುವ ದಿನಾಂಕ: 17/04/2025 ಸಮಯ 11.00 ಗಂಟೆ.	[455, 849, 681, 875]
table-cell: ಇ-ಟೆಂಡರ್ ಸಲ್ಲಿಸಲು ಕೊನೆಯ ದಿನಾಂಕ ಮತ್ತು ಸಮಯ	[469, 1090, 594, 1101]
rubber-row	[579, 322, 689, 332]
market-table	[579, 131, 689, 274]
tender3-body: ಕಡಬ ಪಟ್ಟಣ ಪಂಚಾಯತ್ ವ್ಯಾಪ್ತಿಯ 2024-25 ನೇ ಸಾಲಿನ ಎಸ್.ಎಫ್.ಸಿ ಅನುದಾನದ ಕಾಮಗಾರಿಗಳನ್ನು ನಿರ್ವಹಿಸಲು ಅರ್ಹ ಗುತ್ತಿಗೆದಾರರಿಂದ ಇ-ಟೆಂಡರ್ ಮುಖಾಂತರ ಟೆಂಡರ್ ಆಹ್ವಾನಿಸಲಾಗಿದೆ. ಟೆಂಡರ್ ಅರ್ಜಿಗಳನ್ನು https://kppp.karnataka.gov.in ನಲ್ಲಿ ಸಲ್ಲಿಸಬೇಕು.	[455, 785, 683, 811]
table-cell: 250	[811, 1272, 849, 1283]
tender5-sign: ಸಹಿ/- ವೈದ್ಯಕೀಯ ಅಧೀಕ್ಷಕರು ಸಾರ್ವಜನಿಕ ಆಸ್ಪತ್ರೆ, ಜಯನಗರ, ಬೆಂಗಳೂರು	[273, 1352, 356, 1366]
market-title: ಪುತ್ತೂರು ಮಾರುಕಟ್ಟೆ ಧಾರಣೆ	[579, 95, 689, 109]
tender4-body: ವಿಷಯ: 2024-25 ನೇ ಸಾಲಿನ 15ನೇ ಹಣಕಾಸು ಅನುದಾನದಡಿಯಲ್ಲಿ ಘನತ್ಯಾಜ್ಯ ನಿರ್ವಹಣಾ ಘಟಕ (SLRM Shed) ನಿರ್ಮಾಣ ಕಾಮಗಾರಿಗೆ ಇ-ಟೆಂಡರ್ ಮುಖಾಂತರ ಅರ್ಹ ಗುತ್ತಿಗೆದಾರರಿಂದ ಮರು ಟೆಂಡರ್ ಆಹ್ವಾನಿಸಲಾಗಿದೆ. ವಿವರಗಳಿಗೆ https://kppp.karnataka.gov.in ನೋಡಬಹುದು.	[459, 1021, 681, 1043]
table-cell	[594, 1123, 684, 1134]
table-cell: 100	[811, 1261, 849, 1272]
tender7-ref: ಸಂಖ್ಯೆ: ಪ.ಪಂ.ಕ/ಆ/ದ.ಆ/2025-26 ದಿನಾಂಕ: 08-04-2025	[698, 1161, 917, 1172]
lottery-cons: Cons Prize-Rs: 8000/-	[698, 139, 773, 149]
tender7-contact: e-mail : co.kadaba2@gmail.com Phone No.: 08251-298002	[719, 1154, 896, 1161]
table-cell: 3	[457, 1101, 469, 1112]
story4-dateline: ಉಡುಪಿ:	[350, 958, 372, 968]
